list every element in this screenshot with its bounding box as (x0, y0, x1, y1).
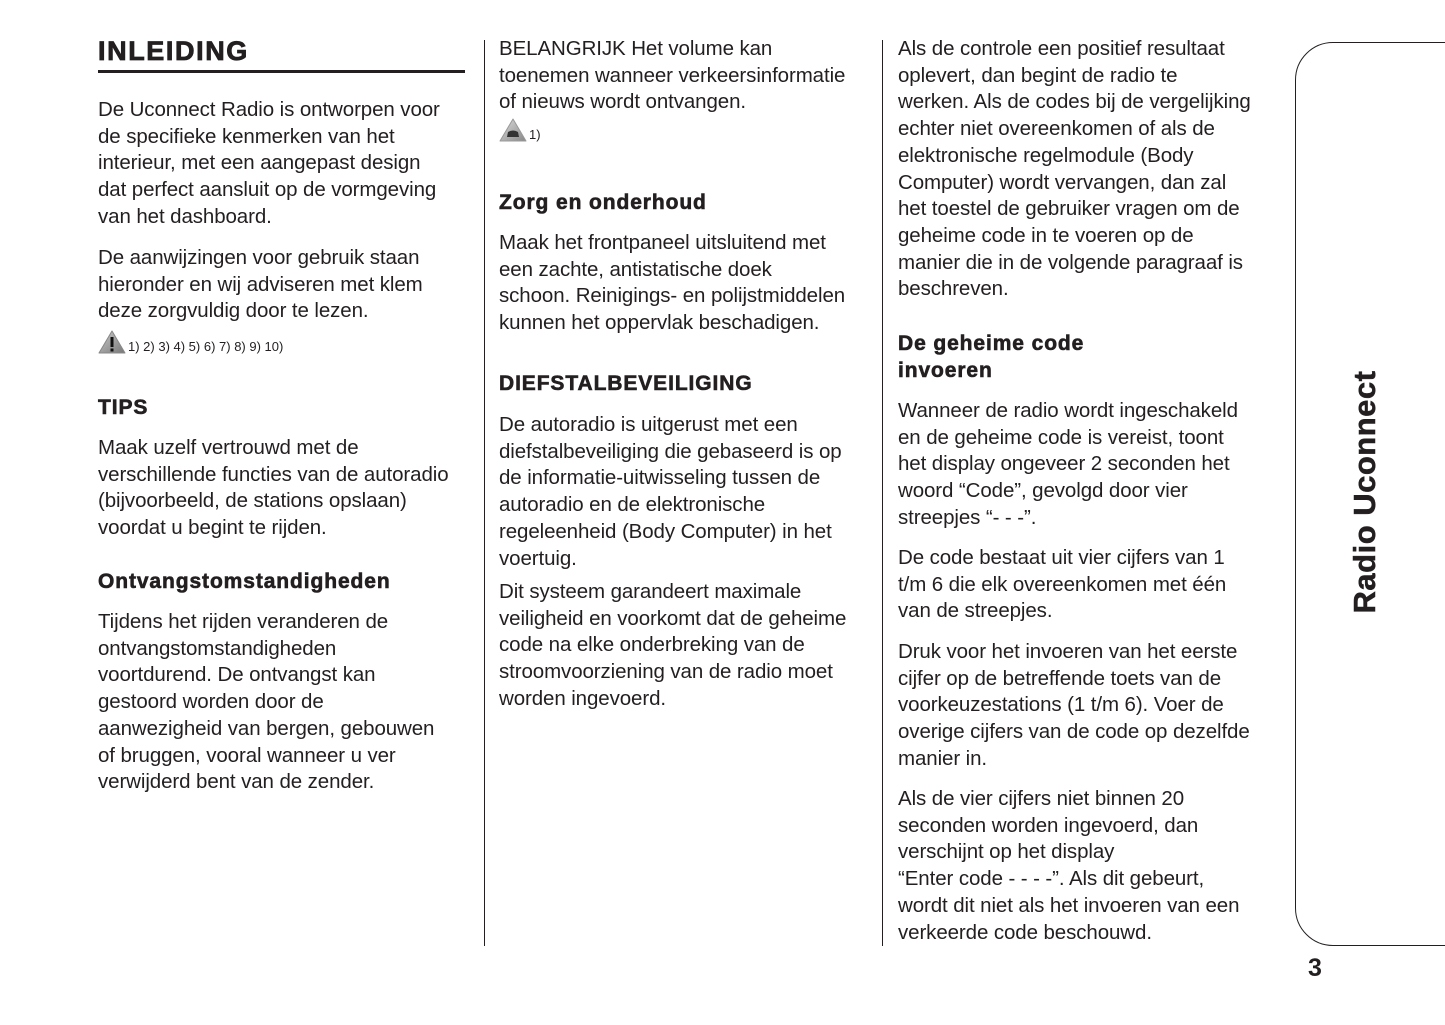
heading-reception: Ontvangstomstandigheden (98, 570, 391, 593)
paragraph: Maak het frontpaneel uitsluitend met een zachte, antistatische doek schoon. Reinigings- en polijstmiddelen kunnen het oppervlak beschadigen. (499, 231, 846, 335)
paragraph: Wanneer de radio wordt ingeschakeld en de geheime code is vereist, toont het display ongeveer 2 seconden het woord “Code”, gevolgd door vier streepjes “- - -”. (898, 399, 1238, 529)
heading-tips: TIPS (98, 396, 149, 419)
column-divider (484, 40, 485, 946)
car-ref-numbers: 1) (529, 127, 541, 142)
heading-secret-code: De geheime code invoeren (898, 332, 1085, 382)
paragraph: Als de controle een positief resultaat oplevert, dan begint de radio te werken. Als de codes bij de vergelijking echter niet overeenkomen of als de elektronische regelmodule (Body Computer) wordt vervangen, dan zal het toestel de gebruiker vragen om de geheime code in te voeren op de manier die in de volgende paragraaf is beschreven. (898, 37, 1251, 301)
heading-care: Zorg en onderhoud (499, 191, 707, 214)
paragraph: BELANGRIJK Het volume kan toenemen wanneer verkeersinformatie of nieuws wordt ontvangen. (499, 37, 846, 114)
warning-triangle-icon (98, 330, 126, 354)
car-warning-icon (499, 118, 527, 142)
car-references (499, 118, 541, 142)
title-underline (98, 70, 465, 73)
heading-theft-protection: DIEFSTALBEVEILIGING (499, 372, 753, 395)
paragraph: De Uconnect Radio is ontworpen voor de specifieke kenmerken van het interieur, met een aangepast design dat perfect aansluit op de vormgeving van het dashboard. (98, 98, 440, 228)
column-divider (882, 40, 883, 946)
paragraph: Tijdens het rijden veranderen de ontvangstomstandigheden voortdurend. De ontvangst kan gestoord worden door de aanwezigheid van bergen, gebouwen of bruggen, vooral wanneer u ver verwijderd bent van de zender. (98, 610, 435, 794)
page-number: 3 (1308, 954, 1322, 982)
paragraph: Druk voor het invoeren van het eerste cijfer op de betreffende toets van de voorkeuzestations (1 t/m 6). Voer de overige cijfers van de code op dezelfde manier in. (898, 640, 1250, 770)
warning-ref-numbers: 1) 2) 3) 4) 5) 6) 7) 8) 9) 10) (128, 339, 284, 354)
paragraph: Dit systeem garandeert maximale veiligheid en voorkomt dat de geheime code na elke onderbreking van de stroomvoorziening van de radio moet worden ingevoerd. (499, 580, 847, 710)
paragraph: De autoradio is uitgerust met een diefstalbeveiliging die gebaseerd is op de informatie-uitwisseling tussen de autoradio en de elektronische regeleenheid (Body Computer) in het voertuig. (499, 413, 842, 570)
section-title-inleiding: INLEIDING (98, 36, 249, 66)
paragraph: De code bestaat uit vier cijfers van 1 t/m 6 die elk overeenkomen met één van de streepjes. (898, 546, 1227, 623)
paragraph: Als de vier cijfers niet binnen 20 seconden worden ingevoerd, dan verschijnt op het display “Enter code - - - -”. Als dit gebeurt, wordt dit niet als het invoeren van een verkeerde code beschouwd. (898, 787, 1240, 944)
paragraph: Maak uzelf vertrouwd met de verschillende functies van de autoradio (bijvoorbeeld, de stations opslaan) voordat u begint te rijden. (98, 436, 449, 540)
paragraph: De aanwijzingen voor gebruik staan hieronder en wij adviseren met klem deze zorgvuldig door te lezen. (98, 246, 423, 323)
warning-references (98, 330, 283, 354)
chapter-tab-label: Radio Uconnect (1347, 370, 1382, 614)
